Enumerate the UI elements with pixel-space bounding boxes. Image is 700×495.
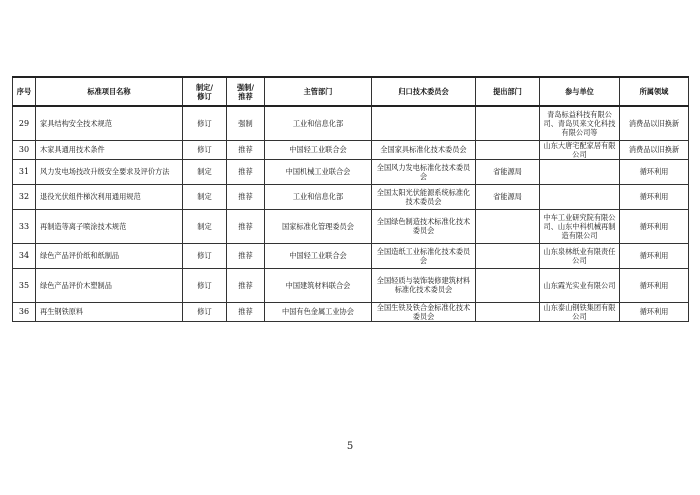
cell-field: 消费品以旧换新 — [620, 106, 689, 140]
cell-participants — [540, 159, 620, 184]
cell-type: 制定 — [183, 159, 227, 184]
cell-no: 33 — [13, 209, 36, 243]
cell-no: 30 — [13, 140, 36, 159]
table-row — [13, 159, 689, 184]
cell-field: 循环利用 — [620, 209, 689, 243]
header-cell: 参与单位 — [540, 77, 620, 106]
cell-dept: 中国有色金属工业协会 — [265, 302, 372, 321]
cell-no: 35 — [13, 268, 36, 302]
header-cell: 序号 — [13, 77, 36, 106]
cell-no: 34 — [13, 243, 36, 268]
table-row — [13, 302, 689, 321]
cell-committee: 全国家具标准化技术委员会 — [372, 140, 476, 159]
table-row — [13, 209, 689, 243]
cell-proposer — [476, 106, 540, 140]
cell-no: 32 — [13, 184, 36, 209]
cell-participants — [540, 184, 620, 209]
cell-type: 制定 — [183, 209, 227, 243]
cell-no: 29 — [13, 106, 36, 140]
table-row — [13, 184, 689, 209]
table-row — [13, 268, 689, 302]
page-number: 5 — [346, 441, 354, 452]
cell-participants: 中车工业研究院有限公司、山东中科机械再制造有限公司 — [540, 209, 620, 243]
cell-type: 修订 — [183, 302, 227, 321]
cell-force: 推荐 — [227, 302, 265, 321]
cell-force: 推荐 — [227, 140, 265, 159]
cell-field: 消费品以旧换新 — [620, 140, 689, 159]
cell-committee: 全国轻质与装饰装修建筑材料标准化技术委员会 — [372, 268, 476, 302]
cell-no: 36 — [13, 302, 36, 321]
cell-field: 循环利用 — [620, 184, 689, 209]
cell-name: 再生钢铁原料 — [36, 302, 183, 321]
header-cell: 制定/ 修订 — [183, 77, 227, 106]
header-cell: 标准项目名称 — [36, 77, 183, 106]
cell-field: 循环利用 — [620, 243, 689, 268]
cell-committee: 全国风力发电标准化技术委员会 — [372, 159, 476, 184]
cell-participants: 青岛标益科技有限公司、青岛贝来文化科技有限公司等 — [540, 106, 620, 140]
header-cell: 提出部门 — [476, 77, 540, 106]
cell-dept: 中国机械工业联合会 — [265, 159, 372, 184]
table-row — [13, 243, 689, 268]
cell-type: 修订 — [183, 106, 227, 140]
cell-dept: 中国建筑材料联合会 — [265, 268, 372, 302]
cell-proposer — [476, 209, 540, 243]
cell-type: 修订 — [183, 140, 227, 159]
cell-committee: 全国造纸工业标准化技术委员会 — [372, 243, 476, 268]
cell-dept: 中国轻工业联合会 — [265, 140, 372, 159]
table-header-row — [13, 77, 689, 106]
cell-participants: 山东泰山钢铁集团有限公司 — [540, 302, 620, 321]
cell-field: 循环利用 — [620, 302, 689, 321]
cell-force: 推荐 — [227, 268, 265, 302]
cell-name: 绿色产品评价纸和纸制品 — [36, 243, 183, 268]
cell-type: 修订 — [183, 243, 227, 268]
cell-committee: 全国生铁及铁合金标准化技术委员会 — [372, 302, 476, 321]
cell-committee: 全国太阳光伏能源系统标准化技术委员会 — [372, 184, 476, 209]
cell-field: 循环利用 — [620, 159, 689, 184]
cell-name: 风力发电场技改升级安全要求及评价方法 — [36, 159, 183, 184]
cell-no: 31 — [13, 159, 36, 184]
table-row — [13, 106, 689, 140]
cell-committee: 全国绿色制造技术标准化技术委员会 — [372, 209, 476, 243]
cell-proposer — [476, 140, 540, 159]
header-cell: 强制/ 推荐 — [227, 77, 265, 106]
cell-proposer — [476, 268, 540, 302]
cell-participants: 山东大唐宅配家居有限公司 — [540, 140, 620, 159]
cell-field: 循环利用 — [620, 268, 689, 302]
table-body — [13, 106, 689, 321]
cell-proposer — [476, 243, 540, 268]
cell-dept: 工业和信息化部 — [265, 184, 372, 209]
cell-proposer: 省能源局 — [476, 159, 540, 184]
standards-table — [12, 76, 689, 322]
cell-force: 推荐 — [227, 209, 265, 243]
cell-name: 家具结构安全技术规范 — [36, 106, 183, 140]
header-cell: 归口技术委员会 — [372, 77, 476, 106]
cell-name: 绿色产品评价木塑制品 — [36, 268, 183, 302]
cell-committee — [372, 106, 476, 140]
cell-dept: 工业和信息化部 — [265, 106, 372, 140]
header-cell: 主管部门 — [265, 77, 372, 106]
cell-name: 木家具通用技术条件 — [36, 140, 183, 159]
cell-force: 强制 — [227, 106, 265, 140]
cell-force: 推荐 — [227, 159, 265, 184]
cell-dept: 中国轻工业联合会 — [265, 243, 372, 268]
header-cell: 所属领域 — [620, 77, 689, 106]
cell-force: 推荐 — [227, 243, 265, 268]
cell-dept: 国家标准化管理委员会 — [265, 209, 372, 243]
table-row — [13, 140, 689, 159]
cell-proposer: 省能源局 — [476, 184, 540, 209]
cell-participants: 山东泉林纸业有限责任公司 — [540, 243, 620, 268]
cell-participants: 山东霞光实业有限公司 — [540, 268, 620, 302]
cell-name: 再制造等离子喷涂技术规范 — [36, 209, 183, 243]
standards-table-container — [12, 76, 688, 322]
cell-type: 制定 — [183, 184, 227, 209]
cell-type: 修订 — [183, 268, 227, 302]
cell-force: 推荐 — [227, 184, 265, 209]
cell-name: 退役光伏组件梯次利用通用规范 — [36, 184, 183, 209]
cell-proposer — [476, 302, 540, 321]
